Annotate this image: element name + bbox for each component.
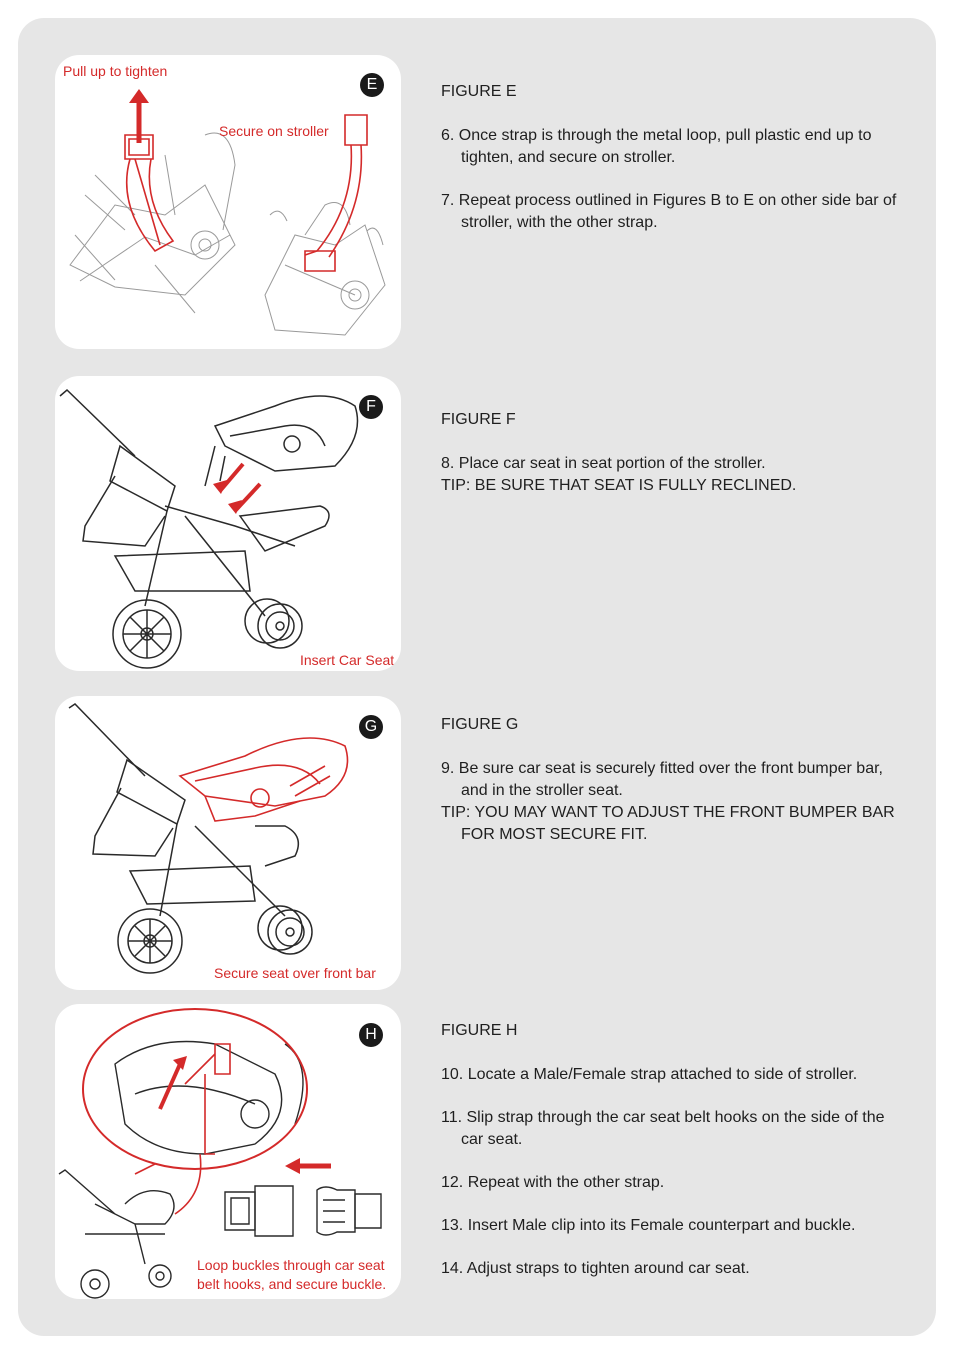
figure-e-step-7: 7. Repeat process outlined in Figures B to E on other side bar of stroller, with the other strap. — [441, 192, 897, 231]
figure-h-badge: H — [359, 1023, 383, 1047]
figure-f-caption: Insert Car Seat — [300, 652, 395, 668]
figure-h-step-10: 10. Locate a Male/Female strap attached to side of stroller. — [441, 1066, 858, 1083]
figure-h-step-13: 13. Insert Male clip into its Female counterpart and buckle. — [441, 1217, 856, 1234]
figure-h-caption-line-1: Loop buckles through car seat — [197, 1257, 385, 1273]
figure-g-heading: FIGURE G — [441, 716, 519, 733]
figure-f-tip: TIP: BE SURE THAT SEAT IS FULLY RECLINED. — [441, 477, 797, 494]
figure-f-illustration — [55, 376, 401, 671]
figure-h-illustration — [55, 1004, 401, 1299]
figure-g-caption: Secure seat over front bar — [214, 965, 376, 981]
figure-e-caption-pull: Pull up to tighten — [63, 63, 168, 79]
strap-tightening-drawing — [55, 55, 401, 349]
figure-f-badge: F — [359, 395, 383, 419]
stroller-insert-seat-drawing — [55, 376, 401, 671]
figure-e-heading: FIGURE E — [441, 83, 517, 100]
figure-e-badge: E — [360, 73, 384, 97]
figure-g-tip: TIP: YOU MAY WANT TO ADJUST THE FRONT BUMPER BAR FOR MOST SECURE FIT. — [441, 804, 895, 843]
stroller-secure-seat-drawing — [55, 696, 401, 990]
figure-f-heading: FIGURE F — [441, 411, 516, 428]
figure-h-step-12: 12. Repeat with the other strap. — [441, 1174, 665, 1191]
figure-e-text — [441, 81, 911, 255]
figure-g-badge: G — [359, 715, 383, 739]
figure-h-caption-line-2: belt hooks, and secure buckle. — [197, 1276, 387, 1292]
figure-f-text — [441, 409, 911, 497]
figure-g-text — [441, 714, 911, 846]
figure-f-step-8: 8. Place car seat in seat portion of the stroller. — [441, 455, 766, 472]
figure-h-heading: FIGURE H — [441, 1022, 518, 1039]
figure-e-step-6: 6. Once strap is through the metal loop, pull plastic end up to tighten, and secure on stroller. — [441, 127, 872, 166]
figure-h-step-14: 14. Adjust straps to tighten around car seat. — [441, 1260, 750, 1277]
figure-e-illustration — [55, 55, 401, 349]
strap-buckle-drawing — [55, 1004, 401, 1299]
figure-h-step-11: 11. Slip strap through the car seat belt hooks on the side of the car seat. — [441, 1109, 885, 1148]
figure-e-caption-secure: Secure on stroller — [219, 123, 329, 139]
figure-h-text — [441, 1020, 911, 1301]
figure-g-step-9: 9. Be sure car seat is securely fitted over the front bumper bar, and in the stroller seat. — [441, 760, 883, 799]
figure-g-illustration — [55, 696, 401, 990]
